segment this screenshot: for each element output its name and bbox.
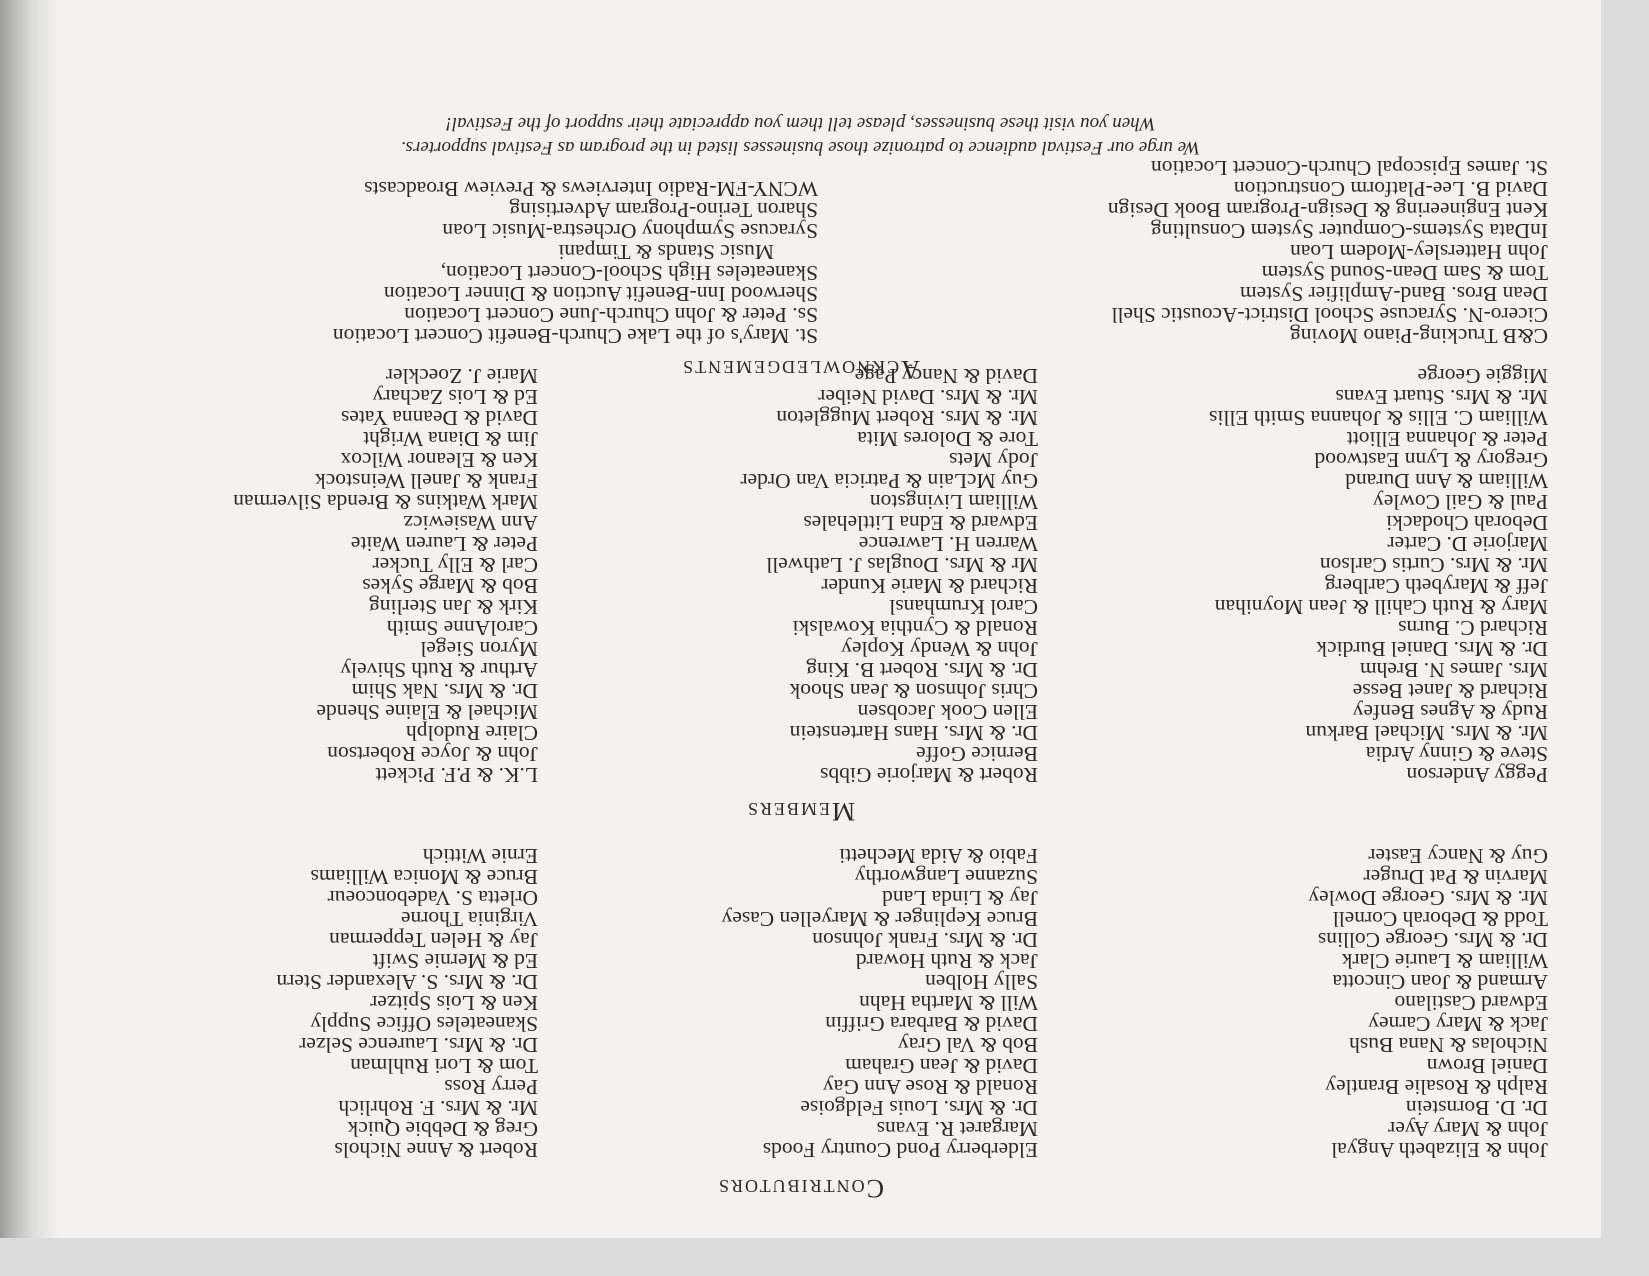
list-item: Suzanne Langworthy — [854, 865, 1038, 889]
list-item: David & Deanna Yates — [340, 406, 538, 430]
list-item: Cicero-N. Syracuse School District-Acoustic Shell — [1111, 303, 1548, 327]
list-item: Jay & Helen Tepperman — [329, 928, 538, 952]
list-item: Jim & Diana Wright — [363, 427, 538, 451]
list-item: Bruce & Monica Williams — [310, 865, 538, 889]
list-item: L.K. & P.F. Pickett — [375, 763, 538, 787]
list-item: St. James Episcopal Church-Concert Location — [1150, 156, 1548, 180]
list-item: Bruce Keplinger & Maryellen Casey — [721, 907, 1038, 931]
binding-shadow — [0, 0, 59, 1238]
list-item: Ss. Peter & John Church-June Concert Location — [404, 303, 818, 327]
list-item: Dr. & Mrs. Louis Feldgoise — [800, 1096, 1038, 1120]
list-item: Music Stands & Timpani — [558, 240, 774, 264]
list-item: Todd & Deborah Cornell — [1332, 907, 1548, 931]
list-item: Mrs. James N. Brehm — [1359, 658, 1548, 682]
list-item: Ken & Eleanor Wilcox — [340, 448, 538, 472]
list-item: Bob & Marge Sykes — [362, 574, 538, 598]
list-item: Mary & Ruth Cahill & Jean Moynihan — [1214, 595, 1548, 619]
list-item: Dr. & Mrs. Frank Johnson — [812, 928, 1038, 952]
list-item: Mr. & Mrs. Stuart Evans — [1335, 385, 1548, 409]
list-item: Sharon Terino-Program Advertising — [509, 198, 818, 222]
list-item: Perry Ross — [444, 1075, 538, 1099]
list-item: Dr. & Mrs. Hans Hartenstein — [789, 721, 1038, 745]
contributors-column-2 — [722, 845, 1038, 1160]
list-item: Mr. & Mrs. Curtis Carlson — [1319, 553, 1548, 577]
acknowledgements-note-2: When you visit these businesses, please tell them you appreciate their support of the Festival! — [445, 113, 1156, 134]
list-item: Armand & Joan Cincotta — [1332, 970, 1548, 994]
list-item: Sally Holben — [925, 970, 1038, 994]
list-item: David & Nancy Page — [854, 364, 1038, 388]
list-item: Dr. & Mrs. Laurence Selzer — [299, 1033, 538, 1057]
list-item: Virginia Thorne — [400, 907, 538, 931]
members-column-1 — [1209, 365, 1548, 785]
list-item: Dean Bros. Band-Amplifier System — [1239, 282, 1548, 306]
list-item: Jack & Ruth Howard — [855, 949, 1038, 973]
list-item: Claire Rudolph — [406, 721, 538, 745]
list-item: Marjorie D. Carter — [1387, 532, 1548, 556]
list-item: Mr. & Mrs. Michael Barkun — [1305, 721, 1548, 745]
list-item: Margaret R. Evans — [876, 1117, 1038, 1141]
list-item: David & Jean Graham — [845, 1054, 1038, 1078]
members-column-2 — [740, 365, 1038, 785]
list-item: William Livingston — [869, 490, 1038, 514]
contributors-heading: Contributors — [716, 1174, 885, 1203]
list-item: Daniel Brown — [1426, 1054, 1548, 1078]
list-item: Ernie Wittich — [422, 844, 538, 868]
list-item: Ronald & Rose Ann Gay — [823, 1075, 1038, 1099]
list-item: William & Ann Durand — [1345, 469, 1548, 493]
list-item: William C. Ellis & Johanna Smith Ellis — [1209, 406, 1548, 430]
list-item: Dr. & Mrs. George Collins — [1317, 928, 1548, 952]
list-item: David B. Lee-Platform Construction — [1233, 177, 1548, 201]
list-item: Michael & Elaine Shende — [316, 700, 538, 724]
list-item: Fabio & Aida Mechetti — [839, 844, 1038, 868]
acknowledgements-note-1: We urge our Festival audience to patronize those businesses listed in the program as Festival supporters. — [400, 137, 1201, 158]
list-item: John & Joyce Robertson — [327, 742, 538, 766]
list-item: Will & Martha Hahn — [859, 991, 1038, 1015]
list-item: St. Mary's of the Lake Church-Benefit Concert Location — [332, 324, 818, 348]
contributors-column-3 — [276, 845, 538, 1160]
list-item: Deborah Chodacki — [1386, 511, 1548, 535]
list-item: Gregory & Lynn Eastwood — [1314, 448, 1548, 472]
list-item: Chris Johnson & Jean Shook — [789, 679, 1038, 703]
list-item: Sherwood Inn-Benefit Auction & Dinner Location — [383, 282, 818, 306]
list-item: Dr. & Mrs. Nak Shim — [351, 679, 538, 703]
list-item: Warren H. Lawrence — [858, 532, 1038, 556]
list-item: John & Mary Ayer — [1388, 1117, 1548, 1141]
list-item: John & Wendy Kopley — [841, 637, 1038, 661]
list-item: Dr. & Mrs. Robert B. King — [806, 658, 1038, 682]
contributors-column-1 — [1308, 845, 1548, 1160]
list-item: Dr. & Mrs. S. Alexander Stern — [276, 970, 538, 994]
list-item: Peter & Lauren Waite — [350, 532, 538, 556]
list-item: Marie J. Zoeckler — [385, 364, 538, 388]
list-item: WCNY-FM-Radio Interviews & Preview Broadcasts — [364, 177, 818, 201]
list-item: Kirk & Jan Sterling — [369, 595, 538, 619]
list-item: CarolAnne Smith — [386, 616, 538, 640]
list-item: Peter & Johanna Elliott — [1346, 427, 1548, 451]
list-item: Syracuse Symphony Orchestra-Music Loan — [442, 219, 818, 243]
list-item: Ed & Lois Zachary — [372, 385, 538, 409]
list-item: Ken & Lois Spitzer — [370, 991, 538, 1015]
list-item: Jay & Linda Land — [882, 886, 1038, 910]
list-item: John & Elizabeth Angyal — [1331, 1138, 1548, 1162]
list-item: Bernice Goffe — [916, 742, 1038, 766]
list-item: Tore & Dolores Mita — [857, 427, 1038, 451]
list-item: Edward & Edna Littlehales — [803, 511, 1038, 535]
acknowledgements-heading: Acknowledgements — [681, 355, 920, 384]
list-item: Guy & Nancy Easter — [1368, 844, 1548, 868]
list-item: Miggie George — [1417, 364, 1548, 388]
list-item: Rudy & Agnes Benfey — [1352, 700, 1548, 724]
members-column-3 — [233, 365, 538, 785]
list-item: Mr. & Mrs. F. Rohrlich — [338, 1096, 538, 1120]
list-item: Marvin & Pat Druger — [1363, 865, 1548, 889]
list-item: Dr. & Mrs. Daniel Burdick — [1316, 637, 1548, 661]
list-item: Tom & Lori Ruhlman — [350, 1054, 538, 1078]
acknowledgements-right — [333, 178, 818, 346]
list-item: Elderberry Pond Country Foods — [762, 1138, 1038, 1162]
list-item: Arthur & Ruth Shively — [340, 658, 538, 682]
list-item: Ann Wasiewicz — [403, 511, 538, 535]
list-item: Guy McLain & Patricia Van Order — [740, 469, 1038, 493]
list-item: Jack & Mary Carney — [1368, 1012, 1548, 1036]
list-item: Mr & Mrs. Douglas J. Lathwell — [766, 553, 1038, 577]
list-item: Ralph & Rosalie Brantley — [1325, 1075, 1548, 1099]
list-item: Mr. & Mrs. Robert Muggleton — [776, 406, 1038, 430]
list-item: Orletta S. Vadeboncoeur — [327, 886, 538, 910]
list-item: Ed & Mernie Swift — [372, 949, 538, 973]
list-item: Ronald & Cynthia Kowalski — [792, 616, 1038, 640]
list-item: Jody Mets — [949, 448, 1038, 472]
list-item: Skaneateles Office Supply — [310, 1012, 538, 1036]
list-item: Carl & Elly Tucker — [372, 553, 538, 577]
acknowledgements-left — [1108, 157, 1548, 346]
list-item: Edward Castilano — [1394, 991, 1548, 1015]
list-item: Myron Siegel — [420, 637, 538, 661]
list-item: Kent Engineering & Design-Program Book Design — [1107, 198, 1548, 222]
list-item: Carol Krumhansl — [889, 595, 1038, 619]
list-item: Dr. D. Bornstein — [1405, 1096, 1548, 1120]
list-item: David & Barbara Griffin — [825, 1012, 1038, 1036]
list-item: Tom & Sam Dean-Sound System — [1261, 261, 1548, 285]
members-heading: Members — [745, 797, 856, 826]
list-item: Robert & Marjorie Gibbs — [820, 763, 1038, 787]
list-item: Peggy Anderson — [1406, 763, 1548, 787]
list-item: William & Laurie Clark — [1341, 949, 1548, 973]
list-item: Richard C. Burns — [1398, 616, 1548, 640]
list-item: Frank & Janell Weinstock — [315, 469, 538, 493]
list-item: InData Systems-Computer System Consulting — [1150, 219, 1548, 243]
list-item: Steve & Ginny Ardia — [1365, 742, 1548, 766]
list-item: Richard & Janet Besse — [1352, 679, 1548, 703]
list-item: Bob & Val Gray — [898, 1033, 1038, 1057]
list-item: Mark Watkins & Brenda Silverman — [233, 490, 538, 514]
list-item: Robert & Anne Nichols — [334, 1138, 538, 1162]
list-item: Mr. & Mrs. David Neiber — [818, 385, 1038, 409]
list-item: Jeff & Marybeth Carlberg — [1324, 574, 1548, 598]
list-item: Mr. & Mrs. George Dowley — [1308, 886, 1548, 910]
list-item: John Hattersley-Modem Loan — [1290, 240, 1548, 264]
list-item: Greg & Debbie Quick — [347, 1117, 538, 1141]
list-item: Nicholas & Nana Bush — [1349, 1033, 1548, 1057]
list-item: Ellen Cook Jacobsen — [857, 700, 1038, 724]
list-item: C&B Trucking-Piano Moving — [1289, 324, 1548, 348]
list-item: Richard & Marie Kunder — [821, 574, 1038, 598]
list-item: Paul & Gail Cowley — [1373, 490, 1548, 514]
list-item: Skaneateles High School-Concert Location, — [440, 261, 818, 285]
